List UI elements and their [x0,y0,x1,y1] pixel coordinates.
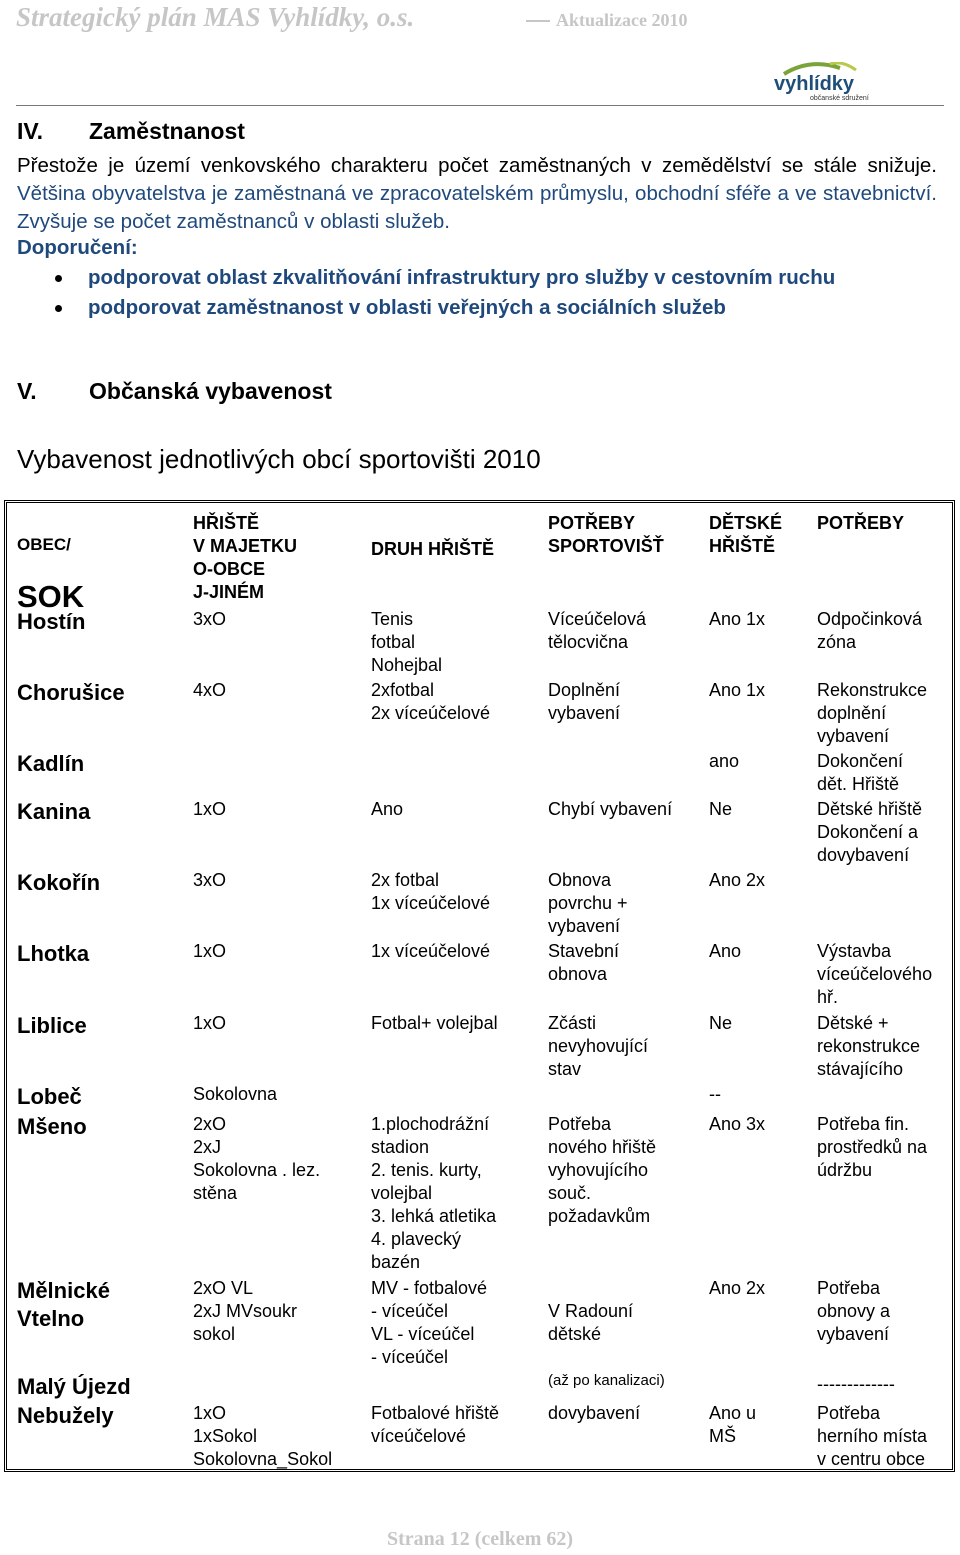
bullet-icon [55,305,62,312]
header-detske-hriste: DĚTSKÉ HŘIŠTĚ [709,513,783,556]
header-potreby-sportovist: POTŘEBY SPORTOVIŠŤ [548,513,664,556]
vyhlidky-logo [770,62,880,102]
recommendations-list [17,264,937,322]
section-number: V. [17,378,37,404]
svg-text:vyhlídky: vyhlídky [774,73,855,95]
update-label: Aktualizace 2010 [556,10,688,30]
section-number: IV. [17,118,44,144]
section-heading-amenities [17,378,332,405]
header-dash [526,20,550,22]
header-rule [16,105,944,106]
section-title: Občanská vybavenost [89,378,332,404]
section-heading-employment [17,118,245,145]
table-title: Vybavenost jednotlivých obcí sportovišti 2010 [17,444,541,474]
header-obec: OBEC/ SOK [17,535,85,614]
paragraph-text-highlight: Většina obyvatelstva je zaměstnaná ve zpracovatelském průmyslu, obchodní sféře a ve stavebnictví. Zvyšuje se počet zaměstnanců v oblasti služeb. [17,182,937,233]
recommendation-item: podporovat oblast zkvalitňování infrastruktury pro služby v cestovním ruchu [17,264,937,292]
page-header [16,2,946,42]
paragraph-text: Přestože je území venkovského charakteru počet zaměstnaných v zemědělství se stále snižuje. [17,154,937,177]
header-druh: DRUH HŘIŠTĚ [371,539,495,559]
document-title: Strategický plán MAS Vyhlídky, o.s. [16,2,415,32]
header-hriste: HŘIŠTĚ V MAJETKU O-OBCE J-JINÉM [193,513,298,602]
employment-paragraph [17,152,937,236]
section-title: Zaměstnanost [89,118,245,144]
header-potreby: POTŘEBY [817,513,905,533]
bullet-icon [55,275,62,282]
page-footer: Strana 12 (celkem 62) [386,1528,574,1550]
svg-text:občanské sdružení: občanské sdružení [810,95,869,102]
recommendations-label: Doporučení: [17,236,138,259]
sports-facilities-table: OBEC/ SOK HŘIŠTĚ V MAJETKU O-OBCE J-JINÉM DRUH HŘIŠTĚ POTŘEBY SPORTOVIŠŤ DĚTSKÉ HŘIŠTĚ POTŘEBY Hostín 3xO Tenis fotbal Nohejbal Víceúčelová tělocvična Ano 1x Odpočinková zóna Chorušice 4xO 2xfotbal 2x víceúčelové Doplnění vybavení Ano 1x Rekonstrukce doplnění vybavení Kadlín ano Dokončení dět. Hřiště Kanina 1xO Ano Chybí vybavení Ne Dětské hřiště Dokončení a dovybavení Kokořín 3xO 2x fotbal 1x víceúčelové Obnova povrchu + vybavení Ano 2x Lhotka 1xO 1x víceúčelové Stavební obnova Ano Výstavba víceúčelového hř. Liblice 1xO Fotbal+ volejbal Zčásti nevyhovující stav Ne Dětské + rekonstrukce stávajícího Lobeč Sokolovna -- Mšeno 2xO 2xJ Sokolovna . lez. stěna 1.plochodrážní stadion 2. tenis. kurty, volejbal 3. lehká atletika 4. plavecký bazén Potřeba nového hřiště vyhovujícího souč. požadavkům Ano 3x Potřeba fin. prostředků na údržbu Mělnické Vtelno 2xO VL 2xJ MVsoukr sokol MV - fotbalové - víceúčel VL - víceúčel - víceúčel V Radouní dětské (až po kanalizaci) Ano 2x Potřeba obnovy a vybavení Malý Újezd ------------- Nebužely 1xO 1xSokol Sokolovna_Sokol Fotbalové hřiště víceúčelové dovybavení Ano u MŠ Potřeba herního místa v centru obce [4,500,955,1472]
recommendation-item: podporovat zaměstnanost v oblasti veřejných a sociálních služeb [17,294,937,322]
